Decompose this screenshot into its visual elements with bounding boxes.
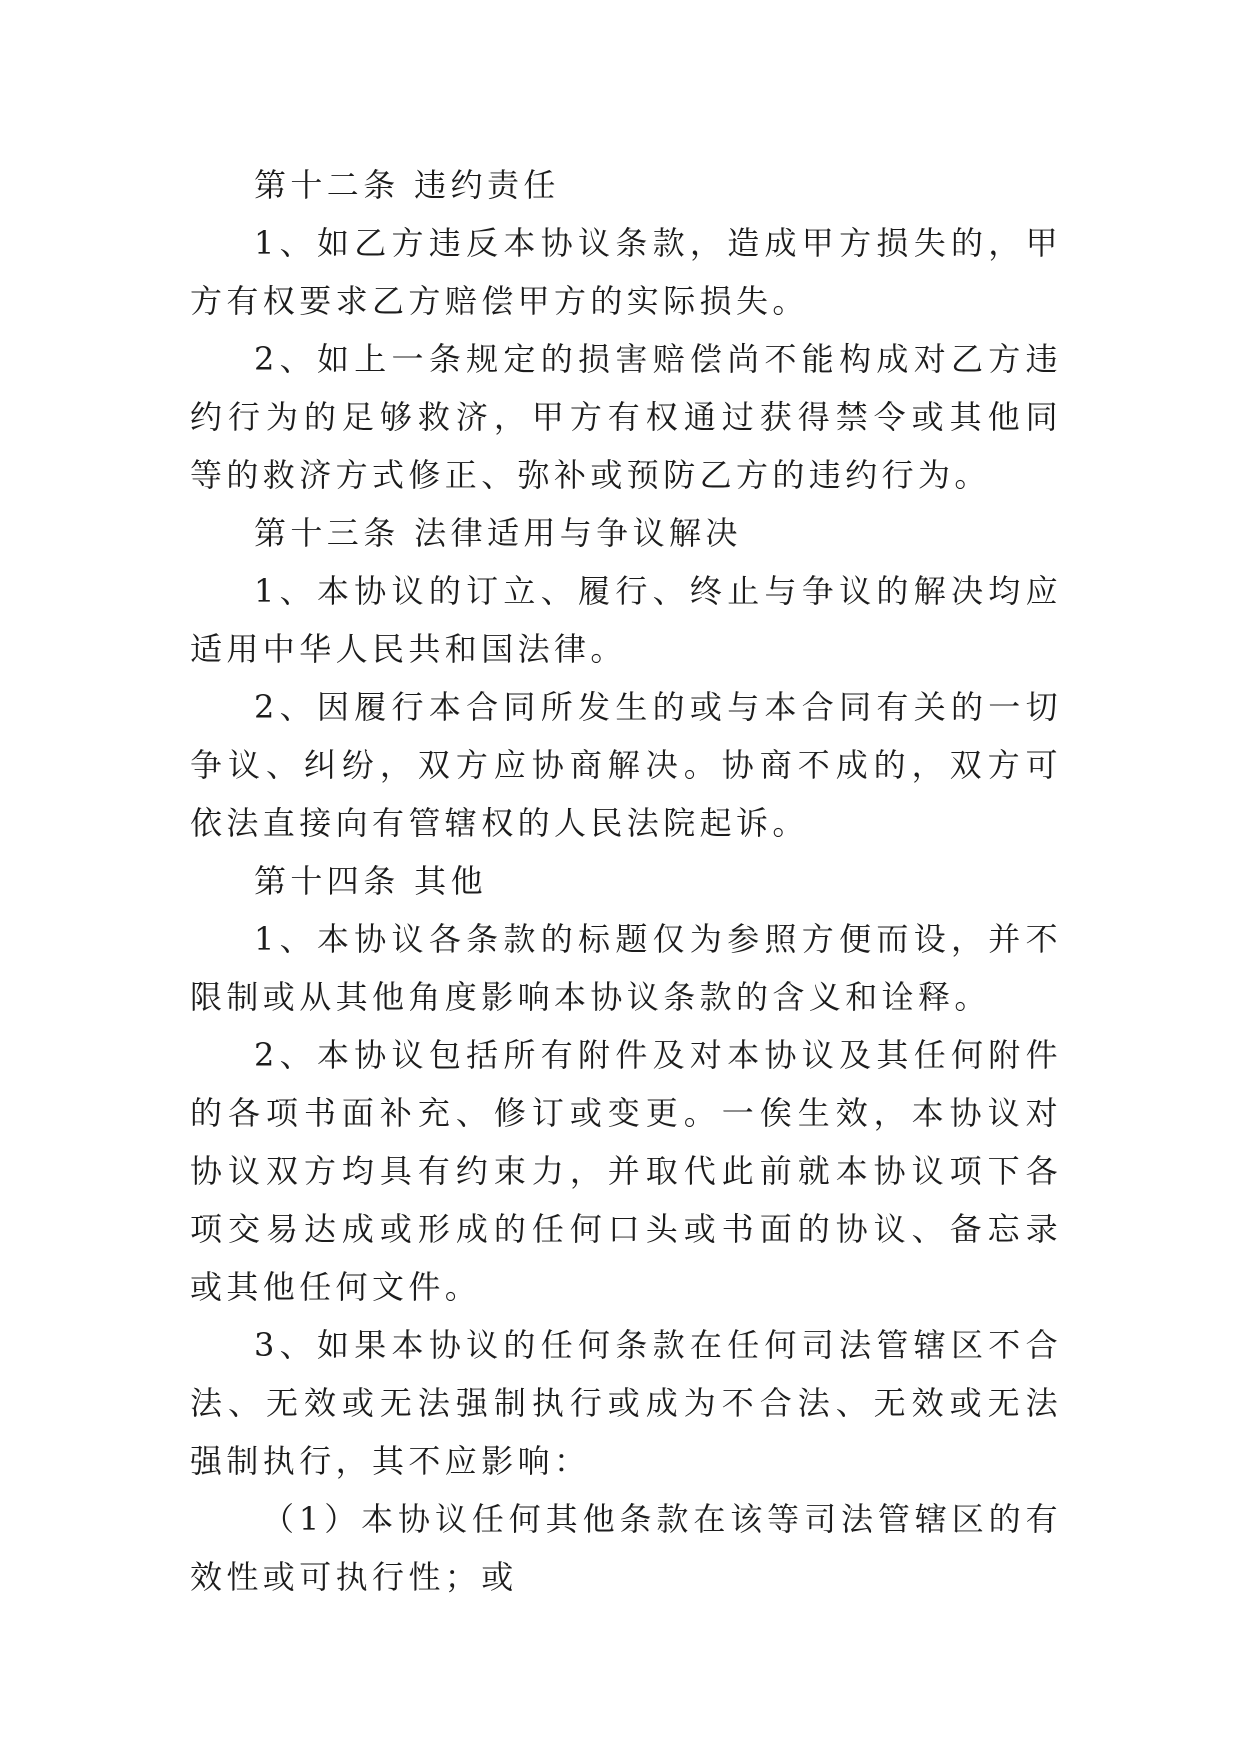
article-13-clause-1: 1、本协议的订立、履行、终止与争议的解决均应适用中华人民共和国法律。: [190, 572, 1062, 668]
article-12-heading: 第十二条 违约责任: [254, 166, 560, 204]
article-14-clause-2: 2、本协议包括所有附件及对本协议及其任何附件的各项书面补充、修订或变更。一俟生效，本协议对协议双方均具有约束力，并取代此前就本协议项下各项交易达成或形成的任何口头或书面的协议、备忘录或其他任何文件。: [190, 1036, 1062, 1306]
article-14-clause-3: 3、如果本协议的任何条款在任何司法管辖区不合法、无效或无法强制执行或成为不合法、无效或无法强制执行，其不应影响：: [190, 1326, 1062, 1480]
document-body: [190, 156, 1062, 1606]
article-14-clause-3-item-1: （1）本协议任何其他条款在该等司法管辖区的有效性或可执行性；或: [190, 1500, 1062, 1596]
article-14-clause-1: 1、本协议各条款的标题仅为参照方便而设，并不限制或从其他角度影响本协议条款的含义和诠释。: [190, 920, 1062, 1016]
article-14-heading: 第十四条 其他: [254, 862, 487, 900]
article-13-clause-2: 2、因履行本合同所发生的或与本合同有关的一切争议、纠纷，双方应协商解决。协商不成的，双方可依法直接向有管辖权的人民法院起诉。: [190, 688, 1062, 842]
article-13-heading: 第十三条 法律适用与争议解决: [254, 514, 742, 552]
article-12-clause-2: 2、如上一条规定的损害赔偿尚不能构成对乙方违约行为的足够救济，甲方有权通过获得禁令或其他同等的救济方式修正、弥补或预防乙方的违约行为。: [190, 340, 1062, 494]
article-12-clause-1: 1、如乙方违反本协议条款，造成甲方损失的，甲方有权要求乙方赔偿甲方的实际损失。: [190, 224, 1062, 320]
